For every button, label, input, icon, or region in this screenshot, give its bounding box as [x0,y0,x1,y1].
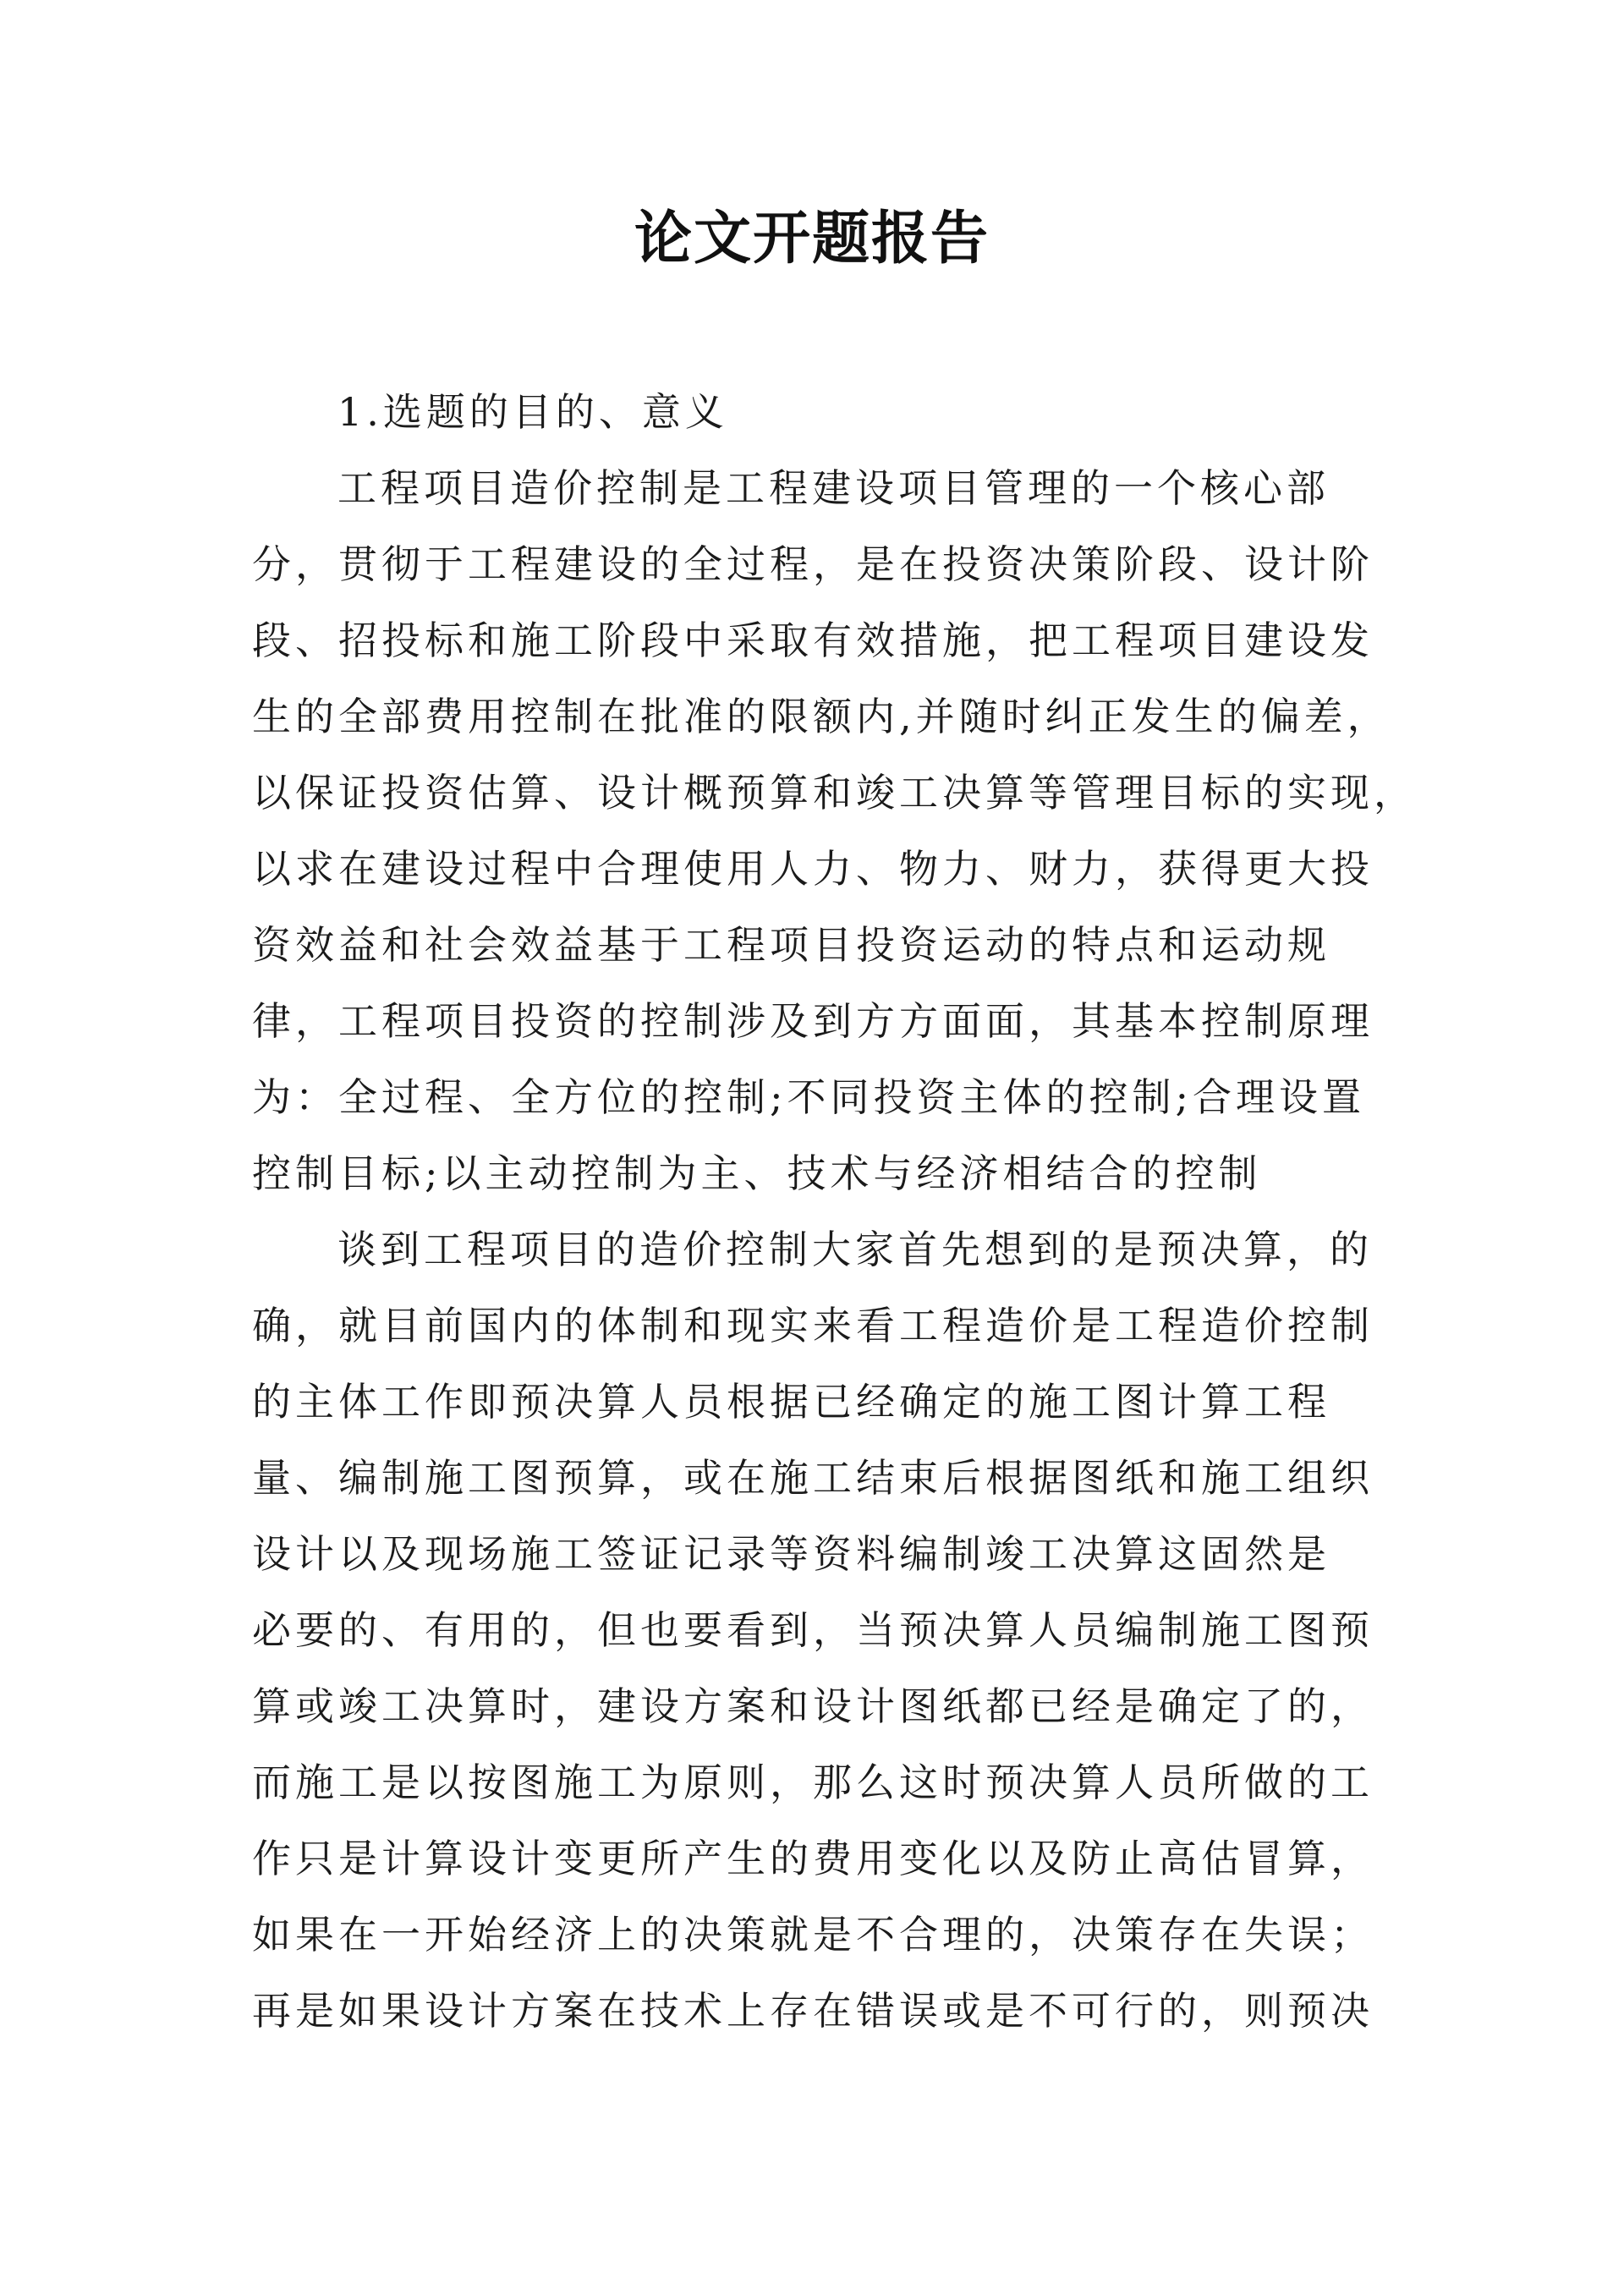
paragraph-line: 段、招投标和施工阶段中采取有效措施，把工程项目建设发 [252,618,1374,663]
paragraph-line: 而施工是以按图施工为原则，那么这时预决算人员所做的工 [252,1760,1374,1805]
paragraph-line: 设计以及现场施工签证记录等资料编制竣工决算这固然是 [252,1531,1330,1577]
paragraph-line: 作只是计算设计变更所产生的费用变化以及防止高估冒算， [252,1836,1374,1881]
paragraph-line: 确，就目前国内的体制和现实来看工程造价是工程造价控制 [252,1303,1374,1348]
document-title: 论文开题报告 [634,206,990,272]
paragraph-line: 的主体工作即预决算人员根据已经确定的施工图计算工程 [252,1379,1330,1425]
paragraph-line: 谈到工程项目的造价控制大家首先想到的是预决算，的 [337,1227,1373,1272]
paragraph-line: 资效益和社会效益基于工程项目投资运动的特点和运动规 [252,922,1330,968]
paragraph-line: 量、编制施工图预算，或在施工结束后根据图纸和施工组织 [252,1455,1374,1501]
paragraph-line: 如果在一开始经济上的决策就是不合理的，决策存在失误； [252,1912,1374,1957]
paragraph-line: 分，贯彻于工程建设的全过程，是在投资决策阶段、设计阶 [252,541,1374,587]
paragraph-line: 生的全部费用控制在批准的限额内,并随时纠正发生的偏差， [252,694,1391,739]
paragraph-line: 控制目标;以主动控制为主、技术与经济相结合的控制 [252,1150,1262,1196]
paragraph-line: 算或竣工决算时，建设方案和设计图纸都已经是确定了的， [252,1683,1374,1729]
paragraph-line: 为：全过程、全方位的控制;不同投资主体的控制;合理设置 [252,1074,1365,1120]
paragraph-line: 以保证投资估算、设计概预算和竣工决算等管理目标的实现， [252,770,1417,815]
paragraph-line: 再是如果设计方案在技术上存在错误或是不可行的，则预决 [252,1988,1374,2034]
paragraph-line: 必要的、有用的，但也要看到，当预决算人员编制施工图预 [252,1607,1374,1653]
paragraph-line: 工程项目造价控制是工程建设项目管理的一个核心部 [337,465,1330,511]
paragraph-line: 以求在建设过程中合理使用人力、物力、财力，获得更大投 [252,846,1374,892]
paragraph-line: 律，工程项目投资的控制涉及到方方面面，其基本控制原理 [252,998,1374,1044]
document-body [252,374,1417,2049]
section-heading: 1.选题的目的、意义 [337,389,728,435]
